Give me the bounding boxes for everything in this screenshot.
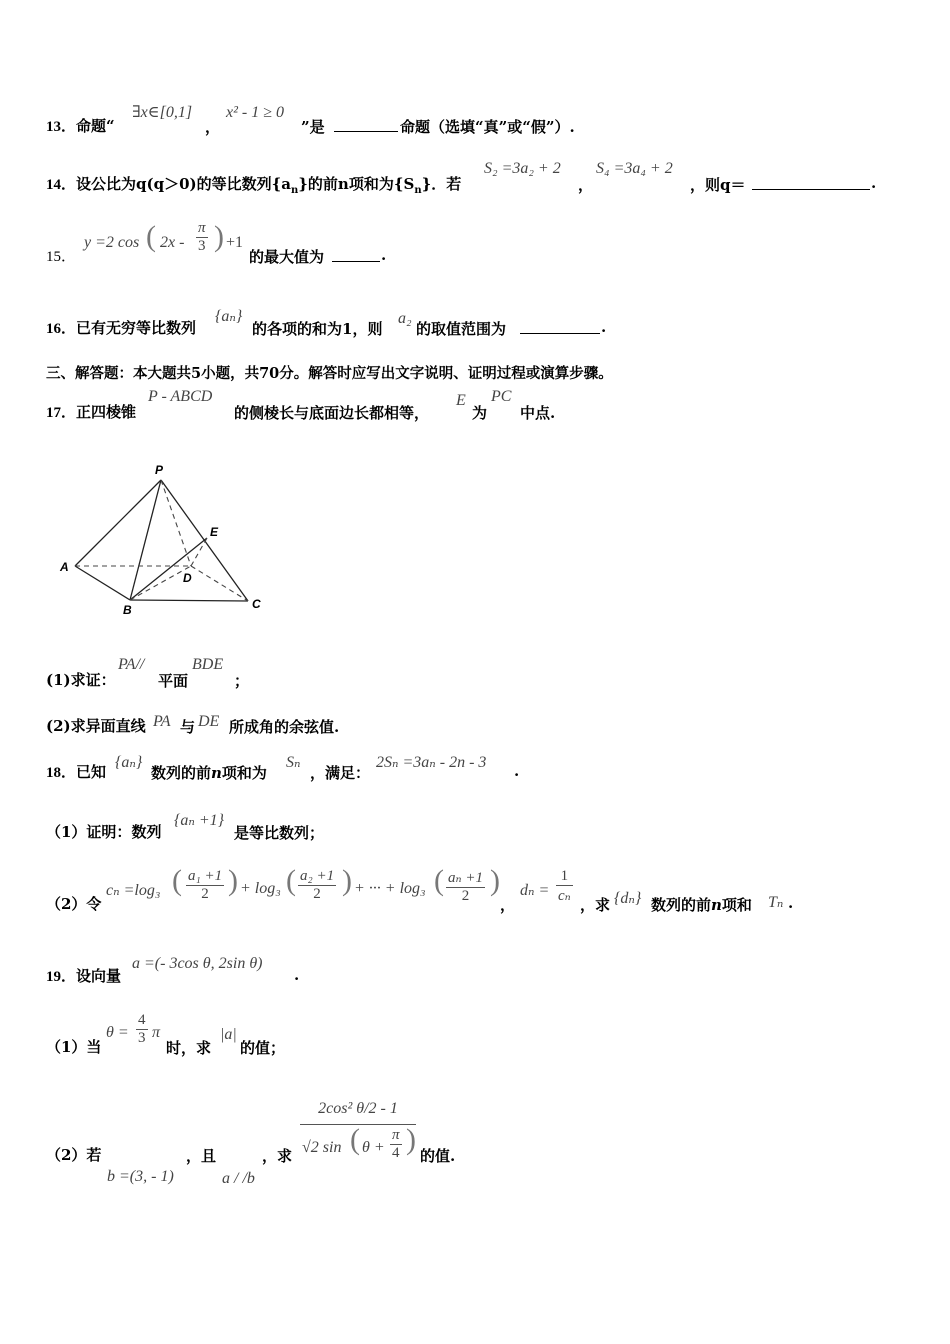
q18-p1-text-1: （1）证明：数列 [46, 823, 162, 841]
q19-p1-frac [136, 1012, 148, 1047]
question-15 [46, 246, 76, 267]
q14-answer-blank[interactable] [752, 175, 870, 190]
q18-p2-f4-den: cₙ [558, 888, 571, 904]
q17-p2-math-1: PA [153, 713, 171, 730]
q19-p2-den-frac [390, 1127, 402, 1162]
q14-text-1e: }．若 [421, 175, 462, 193]
q17-text-4: 中点. [520, 404, 556, 422]
q18-part-1 [46, 822, 161, 842]
q18-text-2b: 项和为 [221, 764, 267, 782]
q18-part-2 [46, 894, 101, 914]
question-14 [46, 174, 461, 201]
q15-math-3: +1 [226, 234, 244, 251]
q18-math-1: {aₙ} [115, 754, 143, 771]
q19-p2-den-fn: π [392, 1127, 400, 1143]
q14-sep: ， [578, 176, 594, 194]
q17-p2-text-2: 与 [180, 718, 196, 736]
q18-p2-paren-3: ( [286, 864, 296, 897]
label-E: E [210, 525, 219, 539]
q16-text-2: 的各项的和为1，则 [252, 320, 383, 338]
q18-text-2n: n [211, 764, 222, 782]
edge-DE [191, 538, 207, 566]
q19-p2-big-fraction [300, 1100, 416, 1163]
q15-fraction [196, 220, 208, 255]
section-3-header: 三、解答题：本大题共5小题，共70分。解答时应写出文字说明、证明过程或演算步骤。 [46, 365, 613, 382]
q19-p2-paren-close: ) [406, 1123, 416, 1156]
q18-p2-f3-den: 2 [461, 888, 470, 904]
label-A: A [60, 560, 69, 574]
q18-math-3: 2Sₙ =3aₙ - 2n - 3 [376, 754, 487, 771]
q14-sub-2: n [414, 185, 422, 196]
q18-p2-text-3b: 项和 [721, 896, 752, 914]
q14-sub-1: n [291, 185, 299, 196]
q17-part-1 [46, 670, 116, 690]
q16-number: 16． [46, 321, 77, 337]
q18-p2-text-1: （2）令 [46, 895, 102, 913]
q18-p1-text-2: 是等比数列； [234, 824, 325, 842]
q18-p2-text-2: ，求 [580, 896, 611, 914]
q17-math-2: E [456, 392, 466, 409]
q17-text-2: 的侧棱长与底面边长都相等， [234, 404, 430, 422]
q19-p2-frac-num: 2cos² θ/2 - 1 [300, 1100, 416, 1125]
q18-p2-math-2: + log₃ [240, 880, 281, 897]
q18-p2-frac-2 [298, 868, 336, 903]
q19-p2-text-3: ，求 [262, 1147, 293, 1165]
q18-p2-paren-4: ) [342, 864, 352, 897]
q16-end: . [601, 318, 607, 336]
q17-p1-math-1: PA// [118, 656, 145, 673]
q19-math-1: a =(- 3cos θ, 2sin θ) [132, 955, 263, 972]
q17-p1-text-3: ； [234, 672, 250, 690]
q18-p2-math-6: Tₙ [768, 894, 784, 911]
q14-number: 14． [46, 177, 77, 193]
q19-p2-paren-open: ( [350, 1123, 360, 1156]
q14-text-1c: }的前n项和为{S [298, 175, 415, 193]
q19-p2-den-fd: 4 [392, 1145, 400, 1161]
q13-text-2: ”是 [301, 118, 325, 136]
q15-frac-den: 3 [198, 238, 206, 254]
q18-text-2a: 数列的前 [151, 764, 212, 782]
q18-text-4: . [514, 762, 520, 780]
q14-text-1: 设公比为q(q＞0)的等比数列{a [76, 175, 291, 193]
q18-text-1: 已知 [76, 763, 107, 781]
edge-DC [191, 566, 248, 601]
q18-text-2 [151, 762, 267, 783]
question-19 [46, 966, 121, 987]
q19-text-2: . [294, 966, 300, 984]
q19-p2-text-4: 的值. [420, 1147, 456, 1165]
q19-text-1: 设向量 [76, 967, 122, 985]
q18-p2-math-4: dₙ = [520, 882, 550, 899]
q18-p2-frac-4 [556, 868, 573, 905]
q14-math-2: S₄ =3a₄ + 2 [596, 160, 673, 177]
q18-p2-frac-1 [186, 868, 224, 903]
q13-answer-blank[interactable] [334, 117, 398, 132]
label-C: C [252, 597, 261, 611]
q19-p1-text-3: 的值； [240, 1039, 286, 1057]
q18-p2-paren-6: ) [490, 864, 500, 897]
q18-p2-f4-num: 1 [556, 868, 573, 886]
q19-p1-text-2: 时，求 [166, 1039, 212, 1057]
q15-end: . [381, 246, 387, 264]
q18-p1-math: {aₙ +1} [174, 812, 225, 829]
q19-p2-den-a: √2 sin [302, 1139, 342, 1156]
edge-AB [75, 566, 130, 600]
q19-p1-math-1: θ = [106, 1024, 129, 1041]
question-17 [46, 402, 136, 423]
q17-p1-math-2: BDE [192, 656, 224, 673]
q15-number: 15． [46, 249, 77, 265]
q15-math-2: 2x - [160, 234, 185, 251]
q15-answer-blank[interactable] [332, 247, 380, 262]
q19-part-2 [46, 1145, 101, 1165]
q19-p1-math-3: |a| [220, 1026, 237, 1043]
q18-p2-paren-2: ) [228, 864, 238, 897]
q18-number: 18． [46, 765, 77, 781]
edge-BC [130, 600, 248, 601]
q17-math-3: PC [491, 388, 512, 405]
edge-BD [130, 566, 191, 600]
q19-p1-text-1: （1）当 [46, 1038, 102, 1056]
q18-p2-end: . [788, 894, 794, 912]
q16-answer-blank[interactable] [520, 319, 600, 334]
q18-p2-f2-den: 2 [313, 886, 321, 902]
q13-sep: ， [205, 118, 221, 136]
q18-p2-f1-num: a₁ +1 [188, 868, 223, 884]
q18-math-2: Sₙ [286, 754, 301, 771]
q13-text-1: 命题“ [76, 117, 115, 135]
question-16 [46, 318, 196, 339]
q17-text-3: 为 [472, 404, 488, 422]
q19-p2-math-2: a / /b [222, 1170, 255, 1187]
q17-text-1: 正四棱锥 [76, 403, 137, 421]
q15-math-1: y =2 cos [84, 234, 140, 251]
q15-paren-close: ) [214, 220, 224, 253]
q14-end: . [871, 174, 877, 192]
q19-p2-text-2: ，且 [186, 1147, 217, 1165]
q17-p2-text-3: 所成角的余弦值. [229, 718, 340, 736]
q15-frac-num: π [198, 220, 206, 236]
q15-text-1: 的最大值为 [249, 248, 325, 266]
q13-math-1: ∃x∈[0,1] [132, 104, 193, 121]
edge-PB [130, 480, 161, 600]
q18-p2-sep: ， [500, 896, 516, 914]
q13-text-3: 命题（选填“真”或“假”）. [400, 118, 575, 136]
label-P: P [155, 463, 164, 477]
q17-p2-text-1: (2)求异面直线 [46, 717, 146, 735]
q19-p1-frac-den: 3 [138, 1030, 146, 1046]
q17-p1-text-1: (1)求证： [46, 671, 116, 689]
q16-text-3: 的取值范围为 [416, 320, 507, 338]
q14-math-1: S₂ =3a₂ + 2 [484, 160, 561, 177]
q19-number: 19． [46, 969, 77, 985]
label-D: D [183, 571, 192, 585]
edge-BE [130, 538, 207, 600]
q18-p2-text-3a: 数列的前 [651, 896, 712, 914]
q16-text-1: 已有无穷等比数列 [76, 319, 197, 337]
q18-p2-math-5: {dₙ} [614, 890, 642, 907]
q19-p1-math-2: π [152, 1024, 161, 1041]
q17-number: 17． [46, 405, 77, 421]
q18-text-3: ，满足： [310, 764, 371, 782]
q19-part-1 [46, 1037, 101, 1057]
pyramid-figure [55, 458, 275, 618]
q18-p2-paren-1: ( [172, 864, 182, 897]
q18-p2-f3-num: aₙ +1 [448, 870, 483, 886]
q18-p2-math-3: + ··· + log₃ [354, 880, 426, 897]
q18-p2-f2-num: a₂ +1 [300, 868, 335, 884]
q19-p2-den-b: θ + [362, 1139, 385, 1156]
edge-PA [75, 480, 161, 566]
q19-p2-frac-den [300, 1125, 416, 1163]
q19-p1-frac-num: 4 [138, 1012, 146, 1028]
q18-p2-f1-den: 2 [201, 886, 209, 902]
label-B: B [123, 603, 132, 617]
q19-p2-text-1: （2）若 [46, 1146, 102, 1164]
question-18 [46, 762, 106, 783]
q15-paren-open: ( [146, 220, 156, 253]
edge-PD [161, 480, 191, 566]
q17-p1-text-2: 平面 [158, 672, 189, 690]
q14-text-2: ，则q＝ [690, 176, 746, 194]
q13-number: 13． [46, 119, 77, 135]
q16-math-1: {aₙ} [215, 308, 243, 325]
q17-p2-math-2: DE [198, 713, 220, 730]
q18-p2-text-3 [651, 894, 752, 915]
q18-p2-text-3n: n [711, 896, 722, 914]
q13-math-2: x² - 1 ≥ 0 [226, 104, 285, 121]
q18-p2-paren-5: ( [434, 864, 444, 897]
q18-p2-math-1: cₙ =log₃ [106, 882, 161, 899]
q19-p2-math-1: b =(3, - 1) [107, 1168, 174, 1185]
q18-p2-frac-3 [446, 868, 485, 905]
q16-math-2: a₂ [398, 310, 412, 327]
q17-part-2 [46, 716, 146, 736]
question-13 [46, 116, 115, 137]
q17-math-1: P - ABCD [148, 388, 213, 405]
